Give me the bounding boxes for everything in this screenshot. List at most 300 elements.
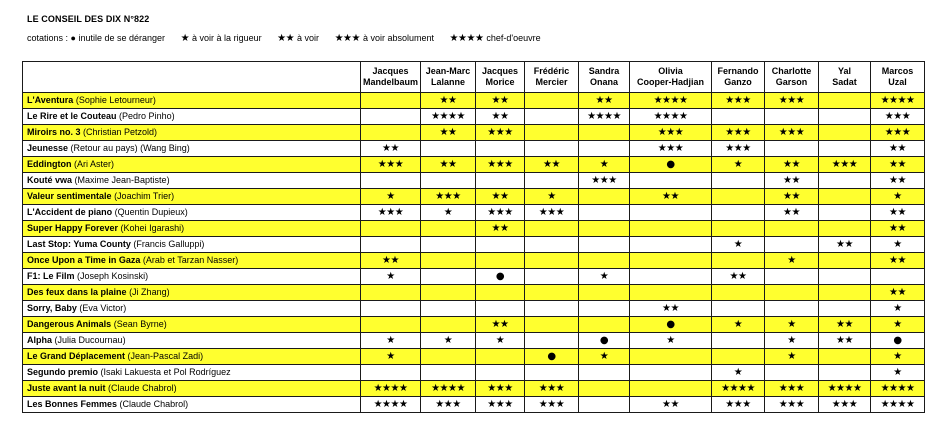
film-row bbox=[23, 317, 925, 333]
rating-cell bbox=[819, 189, 871, 205]
rating-cell bbox=[421, 365, 476, 381]
film-row bbox=[23, 109, 925, 125]
rating-cell bbox=[765, 221, 819, 237]
rating-cell: ★★ bbox=[361, 141, 421, 157]
film-row bbox=[23, 285, 925, 301]
film-director: (Isaki Lakuesta et Pol Rodríguez bbox=[100, 367, 231, 377]
rating-cell: ★★ bbox=[871, 141, 925, 157]
rating-cell: ★★★★ bbox=[819, 381, 871, 397]
rating-cell bbox=[819, 221, 871, 237]
rating-cell bbox=[525, 253, 579, 269]
rating-cell bbox=[579, 237, 630, 253]
four-stars-icon: ★★★★ bbox=[449, 33, 484, 44]
rating-cell: ★★ bbox=[765, 173, 819, 189]
rating-cell: ★★★★ bbox=[579, 109, 630, 125]
critic-last-name: Morice bbox=[485, 77, 515, 87]
rating-cell: ★★★ bbox=[630, 141, 712, 157]
rating-cell bbox=[525, 125, 579, 141]
rating-cell: ★ bbox=[871, 365, 925, 381]
film-director: (Maxime Jean-Baptiste) bbox=[74, 175, 170, 185]
film-title: Le Grand Déplacement bbox=[27, 351, 126, 361]
rating-cell bbox=[476, 141, 525, 157]
rating-cell: ★★★★ bbox=[630, 93, 712, 109]
rating-cell bbox=[630, 253, 712, 269]
film-row bbox=[23, 205, 925, 221]
rating-cell bbox=[525, 333, 579, 349]
film-rows bbox=[23, 93, 925, 413]
rating-cell bbox=[712, 285, 765, 301]
rating-cell: ★★ bbox=[361, 253, 421, 269]
rating-cell: ★★★ bbox=[819, 157, 871, 173]
film-director: (Francis Galluppi) bbox=[133, 239, 205, 249]
rating-cell bbox=[476, 285, 525, 301]
rating-cell bbox=[525, 365, 579, 381]
film-cell bbox=[23, 205, 361, 221]
film-cell bbox=[23, 109, 361, 125]
rating-cell bbox=[630, 205, 712, 221]
film-row bbox=[23, 269, 925, 285]
rating-cell bbox=[712, 173, 765, 189]
critic-last-name: Onana bbox=[589, 77, 618, 87]
rating-cell bbox=[361, 125, 421, 141]
critic-first-name: Fernando bbox=[717, 66, 759, 76]
rating-cell bbox=[579, 205, 630, 221]
rating-cell: ★ bbox=[421, 333, 476, 349]
rating-cell bbox=[712, 349, 765, 365]
rating-cell: ★★★ bbox=[765, 397, 819, 413]
rating-cell: ★★ bbox=[421, 157, 476, 173]
rating-cell bbox=[525, 301, 579, 317]
film-row bbox=[23, 221, 925, 237]
rating-cell bbox=[819, 253, 871, 269]
film-cell bbox=[23, 349, 361, 365]
rating-cell bbox=[579, 253, 630, 269]
rating-cell: ★★★ bbox=[712, 93, 765, 109]
rating-cell bbox=[630, 221, 712, 237]
rating-cell: ★★★★ bbox=[630, 109, 712, 125]
film-cell bbox=[23, 237, 361, 253]
rating-cell: ★★★ bbox=[765, 381, 819, 397]
rating-cell bbox=[630, 173, 712, 189]
rating-cell bbox=[361, 365, 421, 381]
rating-cell bbox=[525, 269, 579, 285]
critic-first-name: Frédéric bbox=[533, 66, 570, 76]
film-row bbox=[23, 397, 925, 413]
legend-text: inutile de se déranger bbox=[78, 33, 166, 43]
rating-cell bbox=[361, 237, 421, 253]
film-title: Kouté vwa bbox=[27, 175, 73, 185]
rating-cell bbox=[630, 285, 712, 301]
rating-cell bbox=[579, 221, 630, 237]
rating-cell bbox=[579, 317, 630, 333]
rating-cell: ★★ bbox=[819, 333, 871, 349]
film-cell bbox=[23, 173, 361, 189]
film-director: (Arab et Tarzan Nasser) bbox=[142, 255, 239, 265]
rating-cell bbox=[819, 285, 871, 301]
rating-cell: ★ bbox=[765, 317, 819, 333]
film-title: L'Accident de piano bbox=[27, 207, 113, 217]
critic-header bbox=[765, 62, 819, 93]
film-cell bbox=[23, 93, 361, 109]
rating-cell bbox=[630, 365, 712, 381]
rating-cell bbox=[525, 109, 579, 125]
film-title: Once Upon a Time in Gaza bbox=[27, 255, 141, 265]
rating-cell: ★★★★ bbox=[871, 397, 925, 413]
rating-cell bbox=[421, 349, 476, 365]
star-icon: ★ bbox=[180, 33, 190, 44]
film-cell bbox=[23, 365, 361, 381]
rating-cell: ★ bbox=[361, 189, 421, 205]
rating-cell bbox=[712, 301, 765, 317]
rating-cell bbox=[421, 285, 476, 301]
rating-cell: ★★★★ bbox=[421, 109, 476, 125]
film-director: (Julia Ducournau) bbox=[54, 335, 126, 345]
rating-cell: ★★★ bbox=[421, 189, 476, 205]
rating-cell bbox=[712, 333, 765, 349]
rating-cell: ★★★ bbox=[476, 397, 525, 413]
rating-cell: ★ bbox=[712, 237, 765, 253]
header-row bbox=[23, 62, 925, 93]
film-column-header bbox=[23, 62, 361, 93]
rating-cell bbox=[525, 237, 579, 253]
rating-cell bbox=[819, 141, 871, 157]
film-title: Last Stop: Yuma County bbox=[27, 239, 131, 249]
rating-cell: ★ bbox=[712, 365, 765, 381]
rating-cell bbox=[765, 141, 819, 157]
critic-first-name: Jacques bbox=[372, 66, 409, 76]
film-director: (Retour au pays) (Wang Bing) bbox=[70, 143, 190, 153]
ratings-table bbox=[22, 61, 925, 413]
rating-cell: ★★ bbox=[871, 253, 925, 269]
rating-cell bbox=[361, 317, 421, 333]
film-cell bbox=[23, 285, 361, 301]
rating-cell: ● bbox=[630, 317, 712, 333]
critic-first-name: Marcos bbox=[881, 66, 914, 76]
film-cell bbox=[23, 269, 361, 285]
rating-cell bbox=[579, 189, 630, 205]
film-director: (Kohei Igarashi) bbox=[120, 223, 185, 233]
rating-cell bbox=[630, 237, 712, 253]
film-title: Super Happy Forever bbox=[27, 223, 119, 233]
rating-cell: ★ bbox=[765, 349, 819, 365]
critic-header bbox=[476, 62, 525, 93]
film-director: (Sean Byrne) bbox=[113, 319, 167, 329]
rating-cell: ★★ bbox=[871, 205, 925, 221]
film-title: Alpha bbox=[27, 335, 53, 345]
critic-header bbox=[712, 62, 765, 93]
rating-cell: ● bbox=[476, 269, 525, 285]
rating-cell bbox=[361, 285, 421, 301]
critic-last-name: Sadat bbox=[832, 77, 857, 87]
film-row bbox=[23, 301, 925, 317]
rating-cell bbox=[579, 301, 630, 317]
rating-cell bbox=[421, 173, 476, 189]
rating-cell: ★★★ bbox=[712, 125, 765, 141]
legend-text: à voir à la rigueur bbox=[192, 33, 262, 43]
rating-cell: ★★ bbox=[765, 205, 819, 221]
film-director: (Claude Chabrol) bbox=[108, 383, 177, 393]
film-row bbox=[23, 125, 925, 141]
rating-cell: ★★ bbox=[712, 269, 765, 285]
rating-cell bbox=[579, 397, 630, 413]
rating-cell bbox=[421, 269, 476, 285]
film-cell bbox=[23, 189, 361, 205]
critic-header bbox=[871, 62, 925, 93]
rating-cell bbox=[525, 285, 579, 301]
rating-cell bbox=[819, 269, 871, 285]
rating-cell bbox=[765, 285, 819, 301]
rating-cell: ★ bbox=[871, 349, 925, 365]
three-stars-icon: ★★★ bbox=[334, 33, 360, 44]
rating-cell bbox=[630, 349, 712, 365]
rating-cell: ★★ bbox=[476, 317, 525, 333]
film-row bbox=[23, 365, 925, 381]
rating-cell bbox=[476, 349, 525, 365]
film-row bbox=[23, 253, 925, 269]
rating-cell bbox=[712, 221, 765, 237]
critic-first-name: Jean-Marc bbox=[425, 66, 471, 76]
rating-cell: ★★★★ bbox=[361, 381, 421, 397]
rating-cell bbox=[476, 365, 525, 381]
rating-cell bbox=[819, 125, 871, 141]
rating-cell bbox=[361, 301, 421, 317]
critic-first-name: Jacques bbox=[481, 66, 519, 76]
rating-cell: ★★ bbox=[525, 157, 579, 173]
rating-cell: ★★★ bbox=[765, 125, 819, 141]
rating-cell bbox=[476, 173, 525, 189]
critic-first-name: Sandra bbox=[588, 66, 620, 76]
rating-cell bbox=[819, 301, 871, 317]
legend-label: cotations : bbox=[27, 33, 69, 43]
rating-cell: ★★★ bbox=[476, 125, 525, 141]
rating-cell: ★ bbox=[871, 301, 925, 317]
film-row bbox=[23, 349, 925, 365]
critic-header bbox=[630, 62, 712, 93]
rating-cell bbox=[579, 381, 630, 397]
two-stars-icon: ★★ bbox=[277, 33, 295, 44]
film-cell bbox=[23, 301, 361, 317]
rating-cell bbox=[579, 365, 630, 381]
film-title: Juste avant la nuit bbox=[27, 383, 106, 393]
rating-cell: ★★ bbox=[579, 93, 630, 109]
rating-cell: ★ bbox=[361, 269, 421, 285]
rating-cell: ★★ bbox=[871, 221, 925, 237]
rating-cell bbox=[421, 317, 476, 333]
film-row bbox=[23, 237, 925, 253]
rating-cell: ★★ bbox=[871, 285, 925, 301]
rating-cell bbox=[765, 109, 819, 125]
rating-cell bbox=[421, 237, 476, 253]
film-director: (Claude Chabrol) bbox=[119, 399, 189, 409]
film-cell bbox=[23, 317, 361, 333]
rating-cell bbox=[421, 253, 476, 269]
film-director: (Jean-Pascal Zadi) bbox=[127, 351, 204, 361]
film-director: (Sophie Letourneur) bbox=[75, 95, 156, 105]
rating-cell: ★★★ bbox=[525, 205, 579, 221]
rating-cell: ★★★ bbox=[871, 125, 925, 141]
rating-cell: ★★★★ bbox=[421, 381, 476, 397]
critic-last-name: Mandelbaum bbox=[362, 77, 418, 87]
rating-cell: ● bbox=[871, 333, 925, 349]
rating-cell: ★ bbox=[421, 205, 476, 221]
film-title: Valeur sentimentale bbox=[27, 191, 112, 201]
rating-cell bbox=[871, 269, 925, 285]
critic-last-name: Cooper-Hadjian bbox=[636, 77, 704, 87]
rating-cell: ★ bbox=[765, 333, 819, 349]
rating-cell: ★★ bbox=[819, 237, 871, 253]
rating-cell: ★ bbox=[361, 333, 421, 349]
rating-cell: ★★ bbox=[630, 301, 712, 317]
rating-cell bbox=[361, 221, 421, 237]
film-title: Dangerous Animals bbox=[27, 319, 112, 329]
rating-cell bbox=[819, 173, 871, 189]
film-title: Le Rire et le Couteau bbox=[27, 111, 117, 121]
film-director: (Pedro Pinho) bbox=[119, 111, 175, 121]
critic-first-name: Yal bbox=[837, 66, 851, 76]
rating-cell: ★★ bbox=[630, 397, 712, 413]
rating-cell: ● bbox=[630, 157, 712, 173]
rating-cell: ★★★ bbox=[630, 125, 712, 141]
rating-cell: ★★★ bbox=[476, 157, 525, 173]
page-title: LE CONSEIL DES DIX N°822 bbox=[27, 14, 150, 24]
film-row bbox=[23, 141, 925, 157]
rating-cell bbox=[630, 381, 712, 397]
critic-last-name: Lalanne bbox=[430, 77, 465, 87]
film-director: (Eva Victor) bbox=[79, 303, 127, 313]
rating-cell: ★★★ bbox=[712, 397, 765, 413]
rating-cell bbox=[525, 173, 579, 189]
film-title: F1: Le Film bbox=[27, 271, 75, 281]
rating-cell bbox=[712, 109, 765, 125]
rating-cell bbox=[421, 141, 476, 157]
film-director: (Quentin Dupieux) bbox=[114, 207, 188, 217]
rating-cell: ★ bbox=[712, 157, 765, 173]
critic-first-name: Olivia bbox=[658, 66, 683, 76]
rating-cell bbox=[712, 205, 765, 221]
rating-cell: ● bbox=[579, 333, 630, 349]
rating-cell bbox=[361, 93, 421, 109]
critic-last-name: Ganzo bbox=[724, 77, 752, 87]
rating-cell: ★★★★ bbox=[871, 381, 925, 397]
rating-cell bbox=[525, 93, 579, 109]
rating-cell: ★★ bbox=[765, 189, 819, 205]
rating-cell: ★★★★ bbox=[712, 381, 765, 397]
rating-cell: ● bbox=[525, 349, 579, 365]
rating-cell bbox=[361, 173, 421, 189]
rating-cell: ★★★ bbox=[765, 93, 819, 109]
rating-cell bbox=[765, 301, 819, 317]
rating-cell bbox=[819, 205, 871, 221]
rating-cell bbox=[579, 141, 630, 157]
rating-cell: ★★★ bbox=[525, 397, 579, 413]
legend-text: chef-d'oeuvre bbox=[486, 33, 541, 43]
film-cell bbox=[23, 381, 361, 397]
film-cell bbox=[23, 221, 361, 237]
rating-cell: ★★★ bbox=[476, 205, 525, 221]
rating-cell: ★★ bbox=[476, 93, 525, 109]
rating-cell: ★★ bbox=[871, 173, 925, 189]
rating-cell: ★★★ bbox=[579, 173, 630, 189]
film-title: Jeunesse bbox=[27, 143, 69, 153]
film-row bbox=[23, 189, 925, 205]
rating-cell: ★★ bbox=[765, 157, 819, 173]
rating-cell: ★★★ bbox=[871, 109, 925, 125]
rating-cell bbox=[476, 237, 525, 253]
rating-cell: ★★★ bbox=[819, 397, 871, 413]
film-director: (Joachim Trier) bbox=[114, 191, 175, 201]
legend-item-two-stars bbox=[277, 33, 319, 44]
rating-cell bbox=[819, 349, 871, 365]
rating-cell bbox=[765, 237, 819, 253]
film-title: Miroirs no. 3 bbox=[27, 127, 81, 137]
rating-cell: ★★★ bbox=[421, 397, 476, 413]
rating-cell bbox=[525, 141, 579, 157]
rating-cell bbox=[765, 365, 819, 381]
rating-cell: ★ bbox=[871, 317, 925, 333]
rating-cell: ★★★★ bbox=[871, 93, 925, 109]
critic-last-name: Uzal bbox=[888, 77, 907, 87]
rating-cell: ★ bbox=[765, 253, 819, 269]
rating-cell: ★ bbox=[579, 349, 630, 365]
legend-item-one-star bbox=[181, 33, 262, 44]
rating-cell: ★★ bbox=[421, 93, 476, 109]
legend-item-bullet bbox=[71, 33, 166, 43]
rating-cell: ★ bbox=[712, 317, 765, 333]
rating-cell: ★ bbox=[871, 189, 925, 205]
critic-last-name: Mercier bbox=[535, 77, 568, 87]
rating-cell bbox=[579, 285, 630, 301]
rating-cell: ★ bbox=[525, 189, 579, 205]
rating-cell bbox=[712, 253, 765, 269]
rating-cell bbox=[361, 109, 421, 125]
film-title: Les Bonnes Femmes bbox=[27, 399, 118, 409]
film-cell bbox=[23, 125, 361, 141]
critic-header bbox=[525, 62, 579, 93]
legend-item-three-stars bbox=[335, 33, 434, 44]
film-title: L'Aventura bbox=[27, 95, 74, 105]
rating-cell bbox=[579, 125, 630, 141]
film-row bbox=[23, 157, 925, 173]
film-row bbox=[23, 333, 925, 349]
rating-cell bbox=[476, 253, 525, 269]
rating-cell: ★★ bbox=[630, 189, 712, 205]
rating-cell: ★★ bbox=[476, 109, 525, 125]
film-title: Segundo premio bbox=[27, 367, 99, 377]
critic-header bbox=[819, 62, 871, 93]
rating-cell bbox=[712, 189, 765, 205]
film-row bbox=[23, 381, 925, 397]
rating-cell: ★★ bbox=[476, 189, 525, 205]
rating-cell: ★★★★ bbox=[361, 397, 421, 413]
rating-cell bbox=[421, 301, 476, 317]
rating-cell bbox=[819, 93, 871, 109]
rating-cell bbox=[525, 221, 579, 237]
rating-cell: ★ bbox=[361, 349, 421, 365]
rating-cell: ★★ bbox=[819, 317, 871, 333]
film-title: Des feux dans la plaine bbox=[27, 287, 127, 297]
legend-item-four-stars bbox=[450, 33, 541, 44]
rating-cell: ★ bbox=[579, 269, 630, 285]
legend-text: à voir absolument bbox=[362, 33, 435, 43]
critic-first-name: Charlotte bbox=[771, 66, 812, 76]
rating-cell: ★★ bbox=[871, 157, 925, 173]
film-director: (Joseph Kosinski) bbox=[77, 271, 149, 281]
rating-cell: ★★★ bbox=[361, 157, 421, 173]
film-cell bbox=[23, 397, 361, 413]
film-row bbox=[23, 93, 925, 109]
rating-cell: ★★★ bbox=[525, 381, 579, 397]
rating-cell: ★ bbox=[871, 237, 925, 253]
